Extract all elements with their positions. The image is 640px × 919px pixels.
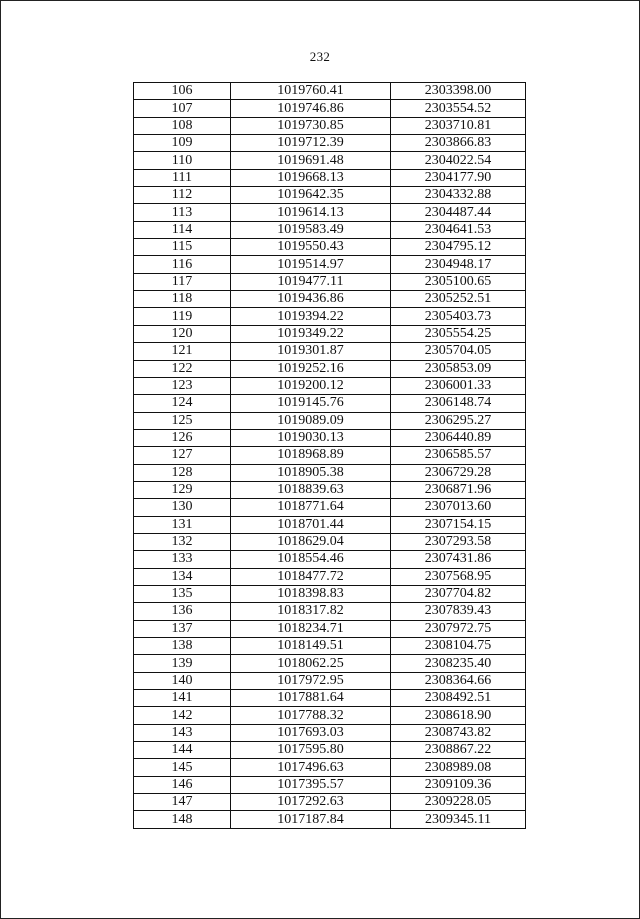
table-row [134, 291, 526, 308]
y-coordinate-cell: 2307568.95 [391, 568, 526, 585]
x-coordinate-cell: 1019030.13 [231, 429, 391, 446]
y-coordinate-cell: 2305554.25 [391, 325, 526, 342]
x-coordinate-cell: 1017292.63 [231, 794, 391, 811]
y-coordinate-cell: 2307293.58 [391, 533, 526, 550]
x-coordinate-cell: 1019746.86 [231, 100, 391, 117]
point-number-cell: 138 [134, 638, 231, 655]
table-row [134, 117, 526, 134]
table-row [134, 776, 526, 793]
x-coordinate-cell: 1018905.38 [231, 464, 391, 481]
table-row [134, 568, 526, 585]
point-number-cell: 139 [134, 655, 231, 672]
point-number-cell: 128 [134, 464, 231, 481]
table-row [134, 655, 526, 672]
x-coordinate-cell: 1018477.72 [231, 568, 391, 585]
y-coordinate-cell: 2308989.08 [391, 759, 526, 776]
point-number-cell: 111 [134, 169, 231, 186]
point-number-cell: 130 [134, 499, 231, 516]
y-coordinate-cell: 2304487.44 [391, 204, 526, 221]
table-row [134, 499, 526, 516]
y-coordinate-cell: 2307154.15 [391, 516, 526, 533]
point-number-cell: 114 [134, 221, 231, 238]
y-coordinate-cell: 2304948.17 [391, 256, 526, 273]
y-coordinate-cell: 2308364.66 [391, 672, 526, 689]
y-coordinate-cell: 2306295.27 [391, 412, 526, 429]
point-number-cell: 116 [134, 256, 231, 273]
point-number-cell: 126 [134, 429, 231, 446]
y-coordinate-cell: 2306871.96 [391, 481, 526, 498]
table-row [134, 169, 526, 186]
x-coordinate-cell: 1019514.97 [231, 256, 391, 273]
table-row [134, 759, 526, 776]
table-row [134, 811, 526, 828]
x-coordinate-cell: 1019200.12 [231, 377, 391, 394]
y-coordinate-cell: 2308104.75 [391, 638, 526, 655]
x-coordinate-cell: 1019252.16 [231, 360, 391, 377]
point-number-cell: 144 [134, 742, 231, 759]
y-coordinate-cell: 2307972.75 [391, 620, 526, 637]
point-number-cell: 109 [134, 135, 231, 152]
y-coordinate-cell: 2309345.11 [391, 811, 526, 828]
table-row [134, 551, 526, 568]
x-coordinate-cell: 1017395.57 [231, 776, 391, 793]
point-number-cell: 118 [134, 291, 231, 308]
x-coordinate-cell: 1018554.46 [231, 551, 391, 568]
page-number: 232 [309, 49, 331, 64]
x-coordinate-cell: 1018968.89 [231, 447, 391, 464]
coordinates-table [133, 82, 526, 829]
x-coordinate-cell: 1019145.76 [231, 395, 391, 412]
y-coordinate-cell: 2306440.89 [391, 429, 526, 446]
y-coordinate-cell: 2308492.51 [391, 690, 526, 707]
y-coordinate-cell: 2309228.05 [391, 794, 526, 811]
table-row [134, 464, 526, 481]
y-coordinate-cell: 2307013.60 [391, 499, 526, 516]
point-number-cell: 112 [134, 187, 231, 204]
point-number-cell: 134 [134, 568, 231, 585]
y-coordinate-cell: 2306729.28 [391, 464, 526, 481]
y-coordinate-cell: 2304177.90 [391, 169, 526, 186]
table-row [134, 83, 526, 100]
point-number-cell: 123 [134, 377, 231, 394]
y-coordinate-cell: 2305853.09 [391, 360, 526, 377]
point-number-cell: 142 [134, 707, 231, 724]
point-number-cell: 120 [134, 325, 231, 342]
point-number-cell: 127 [134, 447, 231, 464]
x-coordinate-cell: 1017595.80 [231, 742, 391, 759]
table-row [134, 273, 526, 290]
point-number-cell: 140 [134, 672, 231, 689]
y-coordinate-cell: 2306148.74 [391, 395, 526, 412]
x-coordinate-cell: 1017496.63 [231, 759, 391, 776]
point-number-cell: 108 [134, 117, 231, 134]
point-number-cell: 148 [134, 811, 231, 828]
y-coordinate-cell: 2304641.53 [391, 221, 526, 238]
table-row [134, 343, 526, 360]
y-coordinate-cell: 2303398.00 [391, 83, 526, 100]
table-row [134, 135, 526, 152]
table-row [134, 672, 526, 689]
y-coordinate-cell: 2303710.81 [391, 117, 526, 134]
table-row [134, 325, 526, 342]
point-number-cell: 122 [134, 360, 231, 377]
x-coordinate-cell: 1017187.84 [231, 811, 391, 828]
coordinates-table-body [134, 83, 526, 829]
table-row [134, 603, 526, 620]
table-row [134, 481, 526, 498]
point-number-cell: 147 [134, 794, 231, 811]
table-row [134, 585, 526, 602]
y-coordinate-cell: 2307839.43 [391, 603, 526, 620]
table-row [134, 221, 526, 238]
table-row [134, 412, 526, 429]
table-row [134, 690, 526, 707]
table-row [134, 239, 526, 256]
y-coordinate-cell: 2304332.88 [391, 187, 526, 204]
point-number-cell: 136 [134, 603, 231, 620]
y-coordinate-cell: 2305704.05 [391, 343, 526, 360]
x-coordinate-cell: 1019642.35 [231, 187, 391, 204]
x-coordinate-cell: 1018149.51 [231, 638, 391, 655]
table-row [134, 447, 526, 464]
y-coordinate-cell: 2307704.82 [391, 585, 526, 602]
x-coordinate-cell: 1017972.95 [231, 672, 391, 689]
table-row [134, 516, 526, 533]
y-coordinate-cell: 2305403.73 [391, 308, 526, 325]
table-row [134, 638, 526, 655]
x-coordinate-cell: 1019477.11 [231, 273, 391, 290]
point-number-cell: 119 [134, 308, 231, 325]
y-coordinate-cell: 2305252.51 [391, 291, 526, 308]
x-coordinate-cell: 1018062.25 [231, 655, 391, 672]
y-coordinate-cell: 2307431.86 [391, 551, 526, 568]
x-coordinate-cell: 1019301.87 [231, 343, 391, 360]
table-row [134, 742, 526, 759]
x-coordinate-cell: 1018839.63 [231, 481, 391, 498]
x-coordinate-cell: 1019668.13 [231, 169, 391, 186]
x-coordinate-cell: 1017788.32 [231, 707, 391, 724]
point-number-cell: 125 [134, 412, 231, 429]
table-row [134, 395, 526, 412]
table-row [134, 377, 526, 394]
x-coordinate-cell: 1019691.48 [231, 152, 391, 169]
x-coordinate-cell: 1019730.85 [231, 117, 391, 134]
x-coordinate-cell: 1018629.04 [231, 533, 391, 550]
table-row [134, 724, 526, 741]
point-number-cell: 110 [134, 152, 231, 169]
x-coordinate-cell: 1018701.44 [231, 516, 391, 533]
point-number-cell: 129 [134, 481, 231, 498]
point-number-cell: 131 [134, 516, 231, 533]
point-number-cell: 115 [134, 239, 231, 256]
y-coordinate-cell: 2306001.33 [391, 377, 526, 394]
y-coordinate-cell: 2308867.22 [391, 742, 526, 759]
y-coordinate-cell: 2303554.52 [391, 100, 526, 117]
x-coordinate-cell: 1019583.49 [231, 221, 391, 238]
x-coordinate-cell: 1017881.64 [231, 690, 391, 707]
table-row [134, 707, 526, 724]
x-coordinate-cell: 1019436.86 [231, 291, 391, 308]
table-row [134, 794, 526, 811]
x-coordinate-cell: 1017693.03 [231, 724, 391, 741]
y-coordinate-cell: 2308743.82 [391, 724, 526, 741]
point-number-cell: 124 [134, 395, 231, 412]
table-row [134, 152, 526, 169]
x-coordinate-cell: 1018317.82 [231, 603, 391, 620]
table-row [134, 533, 526, 550]
table-row [134, 187, 526, 204]
point-number-cell: 107 [134, 100, 231, 117]
x-coordinate-cell: 1019760.41 [231, 83, 391, 100]
table-row [134, 308, 526, 325]
point-number-cell: 146 [134, 776, 231, 793]
point-number-cell: 133 [134, 551, 231, 568]
point-number-cell: 143 [134, 724, 231, 741]
point-number-cell: 117 [134, 273, 231, 290]
x-coordinate-cell: 1019349.22 [231, 325, 391, 342]
table-row [134, 100, 526, 117]
point-number-cell: 137 [134, 620, 231, 637]
y-coordinate-cell: 2304022.54 [391, 152, 526, 169]
table-row [134, 620, 526, 637]
x-coordinate-cell: 1019394.22 [231, 308, 391, 325]
point-number-cell: 121 [134, 343, 231, 360]
x-coordinate-cell: 1019712.39 [231, 135, 391, 152]
x-coordinate-cell: 1018234.71 [231, 620, 391, 637]
x-coordinate-cell: 1018771.64 [231, 499, 391, 516]
table-row [134, 256, 526, 273]
y-coordinate-cell: 2303866.83 [391, 135, 526, 152]
y-coordinate-cell: 2309109.36 [391, 776, 526, 793]
y-coordinate-cell: 2308618.90 [391, 707, 526, 724]
y-coordinate-cell: 2306585.57 [391, 447, 526, 464]
y-coordinate-cell: 2304795.12 [391, 239, 526, 256]
x-coordinate-cell: 1018398.83 [231, 585, 391, 602]
point-number-cell: 106 [134, 83, 231, 100]
point-number-cell: 141 [134, 690, 231, 707]
x-coordinate-cell: 1019089.09 [231, 412, 391, 429]
x-coordinate-cell: 1019550.43 [231, 239, 391, 256]
table-row [134, 429, 526, 446]
point-number-cell: 135 [134, 585, 231, 602]
x-coordinate-cell: 1019614.13 [231, 204, 391, 221]
point-number-cell: 145 [134, 759, 231, 776]
table-row [134, 360, 526, 377]
y-coordinate-cell: 2308235.40 [391, 655, 526, 672]
point-number-cell: 132 [134, 533, 231, 550]
y-coordinate-cell: 2305100.65 [391, 273, 526, 290]
point-number-cell: 113 [134, 204, 231, 221]
table-row [134, 204, 526, 221]
